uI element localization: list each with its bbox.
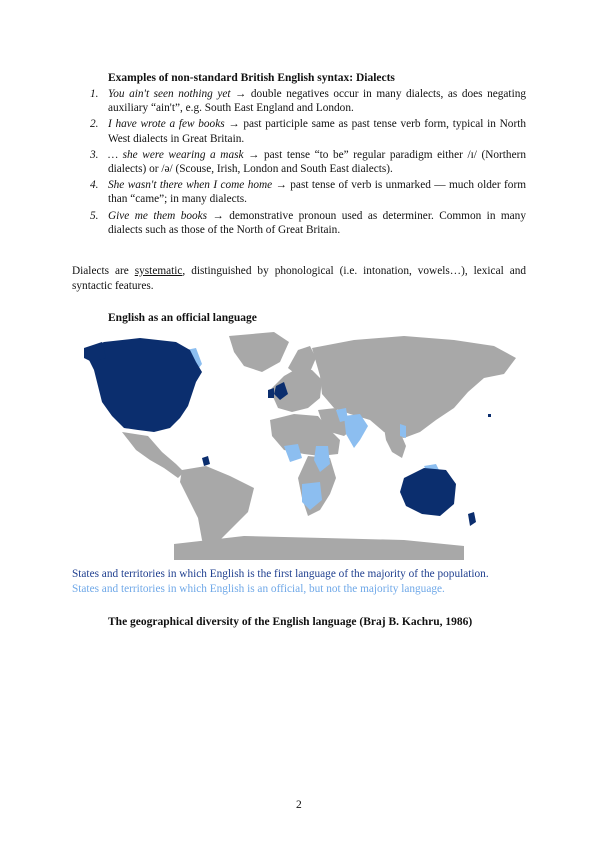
example-explanation: → past participle same as past tense verb form, typical in North West dialects in Great Britain. — [108, 118, 527, 145]
list-item — [86, 87, 526, 115]
item-number: 4. — [90, 179, 99, 192]
list-item — [86, 209, 526, 237]
item-number: 3. — [90, 148, 99, 161]
item-number: 1. — [90, 88, 99, 100]
item-number: 5. — [90, 209, 99, 222]
example-sentence: You ain't seen nothing yet — [108, 88, 231, 100]
example-sentence: Give me them books — [108, 209, 208, 222]
underlined-term: systematic — [134, 265, 183, 277]
examples-list — [86, 87, 526, 239]
example-explanation: → past tense of verb is unmarked — much older form than “came”; in many dialects. — [108, 179, 527, 206]
examples-heading: Examples of non-standard British English syntax: Dialects — [108, 72, 395, 84]
legend-official: States and territories in which English is an official, but not the majority language. — [72, 583, 445, 595]
map-region — [122, 432, 184, 478]
example-sentence: She wasn't there when I come home — [108, 179, 273, 192]
example-sentence: … she were wearing a mask — [108, 148, 244, 161]
list-item — [86, 148, 526, 176]
legend-majority: States and territories in which English is the first language of the majority of the population. — [72, 568, 489, 580]
example-sentence: I have wrote a few books — [108, 118, 225, 131]
example-explanation: → past tense “to be” regular paradigm either /ɪ/ (Northern dialects) or /ə/ (Scouse, Irish, London and South East dialects). — [108, 148, 526, 176]
map-region — [468, 512, 476, 526]
example-explanation: → demonstrative pronoun used as determiner. Common in many dialects such as those of the North of Great Britain. — [108, 209, 526, 236]
world-map — [84, 328, 524, 560]
paragraph-text: , distinguished by phonological (i.e. intonation, vowels…), lexical and syntactic features. — [72, 265, 526, 292]
map-region — [174, 536, 464, 560]
paragraph-text: Dialects are — [72, 265, 135, 277]
kachru-heading: The geographical diversity of the English language (Braj B. Kachru, 1986) — [108, 616, 473, 628]
map-region — [400, 468, 456, 516]
list-item — [86, 117, 526, 145]
dialects-paragraph — [72, 264, 526, 294]
example-explanation: → double negatives occur in many dialects, as does negating auxiliary “ain't”, e.g. South East England and London. — [108, 88, 527, 115]
map-region — [488, 414, 491, 417]
item-number: 2. — [90, 118, 99, 131]
official-language-heading: English as an official language — [108, 312, 257, 324]
map-region — [400, 424, 406, 438]
list-item — [86, 178, 526, 206]
map-region — [229, 332, 289, 372]
page-number: 2 — [296, 799, 302, 811]
map-region — [202, 456, 210, 466]
map-region — [268, 388, 274, 398]
